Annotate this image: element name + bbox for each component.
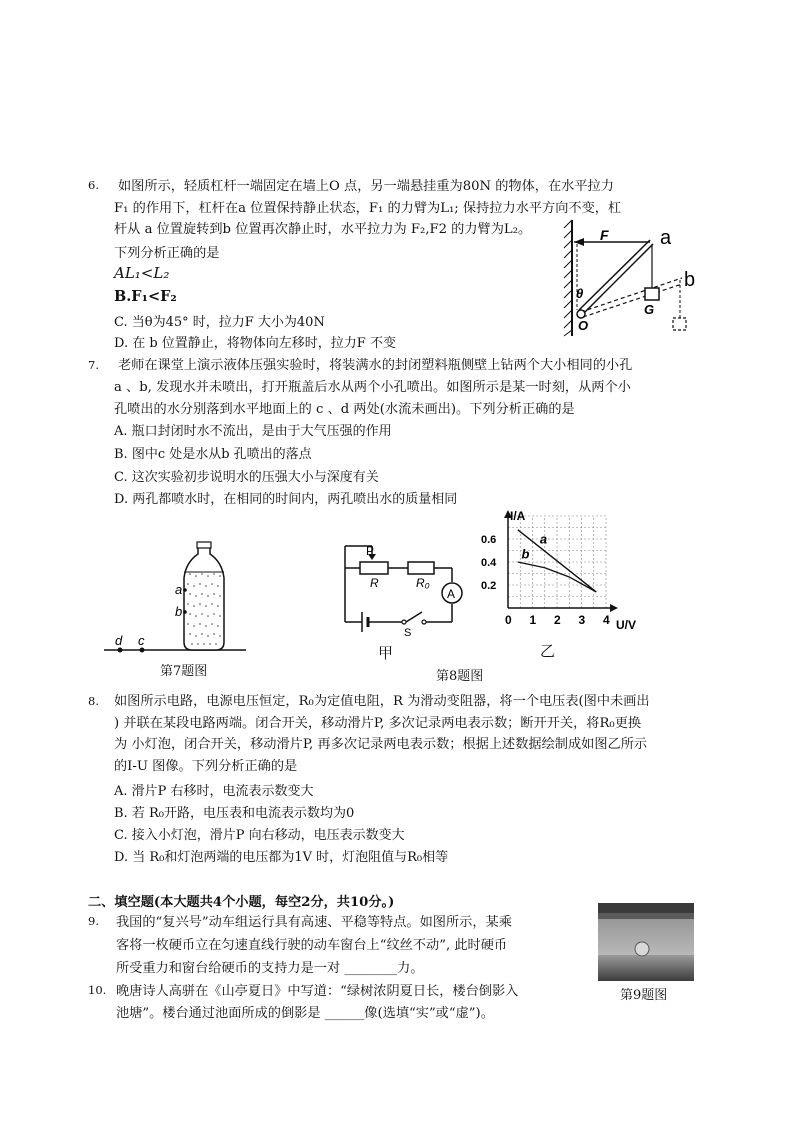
q7-line-3: 孔喷出的水分别落到水平地面上的 c 、d 两处(水流未画出)。下列分析正确的是 xyxy=(114,402,575,417)
label-F: F xyxy=(600,227,609,243)
resistor-R0-label: R₀ xyxy=(416,576,430,590)
q8-iu-graph xyxy=(478,508,648,634)
switch-S-label: S xyxy=(404,627,412,636)
label-theta: θ xyxy=(576,286,584,301)
q9-figure-caption: 第9题图 xyxy=(620,988,668,1003)
label-a: a xyxy=(660,227,672,249)
q6-line-3: 杆从 a 位置旋转到b 位置再次静止时，水平拉力为 F₂,F2 的力臂为L₂。 xyxy=(114,222,532,237)
q7-line-2: a 、b, 发现水并未喷出，打开瓶盖后水从两个小孔喷出。如图所示是某一时刻，从两个小 xyxy=(114,380,631,395)
y-tick-label: 0.2 xyxy=(481,580,497,592)
q7-bottle-figure xyxy=(100,538,250,656)
q9-line-1: 我国的“复兴号”动车组运行具有高速、平稳等特点。如图所示，某乘 xyxy=(116,915,512,930)
y-axis-label: I/A xyxy=(510,509,526,523)
q9-line-2: 客将一枚硬币立在匀速直线行驶的动车窗台上“纹丝不动”, 此时硬币 xyxy=(116,938,508,953)
q6-prompt: 下列分析正确的是 xyxy=(114,246,220,261)
q9-line-3: 所受重力和窗台给硬币的支持力是一对 ________力。 xyxy=(116,961,424,976)
q8-option-b: B. 若 R₀开路，电压表和电流表示数均为0 xyxy=(114,806,355,821)
q7-option-d: D. 两孔都喷水时，在相同的时间内，两孔喷出水的质量相同 xyxy=(114,492,458,507)
q8-circuit-caption: 甲 xyxy=(378,644,394,662)
q10-line-2: 池塘”。楼台通过池面所成的倒影是 ______像(选填“实”或“虚”)。 xyxy=(116,1006,494,1021)
hole-b-label: b xyxy=(175,604,183,619)
q6-lever-figure xyxy=(560,214,710,340)
series-label-b: b xyxy=(521,546,530,562)
y-tick-label: 0.4 xyxy=(481,557,497,569)
label-G: G xyxy=(644,302,655,317)
q6-line-1: 如图所示，轻质杠杆一端固定在墙上O 点，另一端悬挂重为80N 的物体，在水平拉力 xyxy=(118,179,614,194)
x-tick-label: 1 xyxy=(529,613,537,627)
q6-option-c: C. 当θ为45° 时，拉力F 大小为40N xyxy=(114,315,325,330)
q6-option-a: AL₁<L₂ xyxy=(114,264,170,282)
x-tick-label: 4 xyxy=(603,613,610,627)
q7-figure-caption: 第7题图 xyxy=(160,664,208,679)
q9-coin-photo xyxy=(598,903,694,981)
q10-line-1: 晚唐诗人高骈在《山亭夏日》中写道：“绿树浓阴夏日长，楼台倒影入 xyxy=(116,984,519,999)
q7-number: 7. xyxy=(88,358,99,372)
iu-grid xyxy=(508,516,606,608)
q7-option-c: C. 这次实验初步说明水的压强大小与深度有关 xyxy=(114,470,379,485)
point-d-label: d xyxy=(115,633,123,648)
y-tick-label: 0.6 xyxy=(481,534,497,546)
label-O: O xyxy=(578,318,589,333)
q8-option-a: A. 滑片P 右移时，电流表示数变大 xyxy=(114,784,314,799)
q8-line-3: 为 小灯泡，闭合开关，移动滑片P, 再多次记录两电表示数；根据上述数据绘制成如图乙所示 xyxy=(114,737,648,752)
q8-figure-caption: 第8题图 xyxy=(436,669,484,684)
iu-ticks-group xyxy=(481,531,610,627)
x-axis-label: U/V xyxy=(616,618,637,632)
q8-number: 8. xyxy=(88,694,99,708)
hole-a-label: a xyxy=(175,582,183,597)
q6-option-b: B.F₁<F₂ xyxy=(114,288,177,305)
q8-line-4: 的I-U 图像。下列分析正确的是 xyxy=(114,759,298,774)
q10-number: 10. xyxy=(88,983,107,997)
q6-option-d: D. 在 b 位置静止，将物体向左移时，拉力F 不变 xyxy=(114,336,396,351)
q9-number: 9. xyxy=(88,914,99,928)
ammeter-A-label: A xyxy=(447,587,456,601)
q8-option-c: C. 接入小灯泡，滑片P 向右移动，电压表示数变大 xyxy=(114,828,405,843)
q6-number: 6. xyxy=(88,178,99,192)
q8-circuit-figure xyxy=(340,540,470,636)
x-tick-label: 0 xyxy=(505,613,512,627)
q7-line-1: 老师在课堂上演示液体压强实验时，将装满水的封闭塑料瓶侧壁上钻两个大小相同的小孔 xyxy=(118,358,633,373)
resistor-R-label: R xyxy=(370,576,379,590)
q7-option-b: B. 图中c 处是水从b 孔喷出的落点 xyxy=(114,447,312,462)
q8-line-2: ) 并联在某段电路两端。闭合开关，移动滑片P, 多次记录两电表示数；断开开关，将R₀更换 xyxy=(114,716,642,731)
q8-graph-caption: 乙 xyxy=(540,642,556,660)
q6-line-2: F₁ 的作用下，杠杆在a 位置保持静止状态，F₁ 的力臂为L₁; 保持拉力水平方向不变，杠 xyxy=(114,201,622,216)
x-tick-label: 2 xyxy=(554,613,561,627)
q8-option-d: D. 当 R₀和灯泡两端的电压都为1V 时，灯泡阻值与R₀相等 xyxy=(114,850,449,865)
series-label-a: a xyxy=(539,531,548,547)
slider-P-label: P xyxy=(366,544,375,558)
section-2-title: 二、填空题(本大题共4个小题，每空2分，共10分。) xyxy=(88,895,395,910)
q8-line-1: 如图所示电路，电源电压恒定，R₀为定值电阻，R 为滑动变阻器，将一个电压表(图中未画出 xyxy=(114,694,650,709)
point-c-label: c xyxy=(138,633,145,648)
label-b: b xyxy=(684,269,696,291)
x-tick-label: 3 xyxy=(578,613,586,627)
q7-option-a: A. 瓶口封闭时水不流出，是由于大气压强的作用 xyxy=(114,424,392,439)
